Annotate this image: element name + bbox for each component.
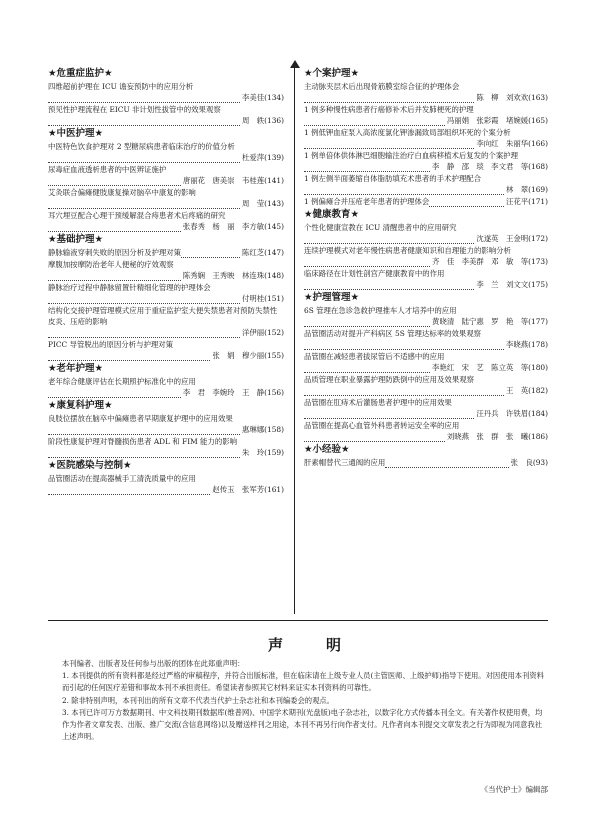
toc-entry[interactable]: [304, 305, 548, 327]
article-title: 品管圈活动在提高器械手工清洗质量中的应用: [48, 474, 196, 483]
section-heading: ★老年护理★: [48, 363, 104, 374]
article-title: 品管圈在减轻患者拔尿管后不适感中的应用: [304, 352, 445, 361]
toc-entry[interactable]: [48, 187, 284, 209]
toc-entry[interactable]: [48, 141, 284, 163]
article-title: 1 例低钾血症泵入高浓度氯化钾渗漏致局部组织坏死的个案分析: [304, 128, 511, 137]
toc-entry[interactable]: [304, 328, 548, 350]
article-byline: 李 兰 刘文文(175): [476, 280, 548, 289]
leader-dots: [304, 282, 474, 290]
article-title: 6S 管理在急诊急救护理推车人才培养中的应用: [304, 306, 457, 315]
toc-entry[interactable]: [48, 282, 284, 304]
article-title: 静脉治疗过程中静脉留置针精细化管理的护理体会: [48, 283, 211, 292]
toc-entry[interactable]: [48, 413, 284, 435]
leader-dots: [48, 224, 181, 232]
section-heading: ★危重症监护★: [48, 68, 113, 79]
section-heading: ★基础护理★: [48, 234, 104, 245]
leader-dots: [48, 95, 240, 103]
leader-dots: [304, 187, 504, 195]
toc-entry[interactable]: [48, 210, 284, 232]
leader-dots: [304, 365, 430, 373]
article-title: 临床路径在计划性剖宫产健康教育中的作用: [304, 269, 445, 278]
leader-dots: [304, 434, 445, 442]
toc-entry[interactable]: [304, 397, 548, 419]
article-byline: 陈红芝(147): [241, 248, 284, 257]
article-byline: 黄晓清 陆宁惠 罗 艳 等(177): [432, 317, 548, 326]
declaration-heading: 声 明: [268, 636, 356, 654]
toc-entry[interactable]: [48, 104, 284, 126]
section-heading: ★小经验★: [304, 444, 350, 455]
leader-dots: [304, 342, 504, 350]
toc-entry[interactable]: [304, 104, 548, 126]
leader-dots: [429, 199, 504, 207]
article-byline: 林 翠(169): [505, 185, 548, 194]
leader-dots: [48, 353, 210, 361]
article-title: 老年综合健康评估在长期照护标准化中的应用: [48, 377, 196, 386]
article-title: 品管圈在提高心血管外科患者转运安全率的应用: [304, 421, 460, 430]
leader-dots: [48, 273, 181, 281]
article-title: 肝素帽替代三通阀的应用: [304, 458, 386, 467]
article-byline: 李 君 李婉玲 王 静(156): [182, 388, 284, 397]
toc-entry[interactable]: [304, 196, 548, 207]
article-byline: 朱 玲(159): [241, 448, 284, 457]
article-byline: 汪丹兵 许铁眉(184): [476, 409, 548, 418]
leader-dots: [304, 118, 445, 126]
toc-entry[interactable]: [48, 376, 284, 398]
toc-entry[interactable]: [48, 259, 284, 281]
article-byline: 李 静 邵 琰 李文君 等(168): [432, 162, 548, 171]
declaration-paragraph: 3. 本刊已许可万方数据期刊、中文科技期刊数据库(维普网)、中国学术期刊(光盘版)电子杂志社，以数字化方式传播本刊全文。有关著作权使用费，均作为作者文章发表、出版、推广交流(含信息网络)以及赠送样刊之用途，本刊不再另行向作者支付。凡作者向本刊提交文章发表之行为即视为同意我社上述声明。: [62, 707, 543, 742]
article-byline: 刘晓燕 张 群 张 曦(186): [446, 432, 548, 441]
column-divider: [294, 66, 295, 614]
toc-entry[interactable]: [304, 173, 548, 195]
article-byline: 唐丽花 唐美崇 韦桂莲(141): [182, 176, 284, 185]
article-title: 结构化交接护理管理模式应用于重症监护室大便失禁患者对预防失禁性皮炎、压疮的影响: [48, 306, 278, 326]
article-title: 1 例偏瘫合并压疮老年患者的护理体会: [304, 197, 430, 206]
section-heading: ★护理管理★: [304, 292, 360, 303]
leader-dots: [48, 118, 240, 126]
article-title: 连续护理模式对老年慢性病患者健康知识和自理能力的影响分析: [304, 246, 511, 255]
toc-entry[interactable]: [48, 436, 284, 458]
article-byline: 冯丽娟 张彩霞 堵婉媛(165): [446, 116, 548, 125]
article-byline: 陈秀娴 王秀映 林连珠(148): [182, 271, 284, 280]
declaration-body: [62, 658, 546, 743]
article-title: 阶段性康复护理对脊髓损伤患者 ADL 和 FIM 能力的影响: [48, 437, 237, 446]
article-byline: 李晓燕(178): [505, 340, 548, 349]
article-byline: 周 轶(136): [241, 116, 284, 125]
article-title: 耳穴埋豆配合心理干预缓解混合痔患者术后疼痛的研究: [48, 211, 226, 220]
toc-left-column: [48, 66, 284, 496]
article-title: 预见性护理流程在 EICU 非计划性拔管中的效果观察: [48, 105, 221, 114]
toc-entry[interactable]: [304, 420, 548, 442]
leader-dots: [304, 388, 504, 396]
article-byline: 沈遂英 王金明(172): [476, 234, 548, 243]
article-title: 1 例多种慢性病患者行癌修补术后并发肺梗死的护理: [304, 105, 474, 114]
article-title: 四维超前护理在 ICU 谵妄预防中的应用分析: [48, 82, 194, 91]
section-heading: ★医院感染与控制★: [48, 460, 132, 471]
section-heading: ★康复科护理★: [48, 400, 113, 411]
article-byline: 齐 佳 李美群 邓 敏 等(173): [432, 257, 548, 266]
article-byline: 周 莹(143): [241, 199, 284, 208]
article-byline: 李美佳(134): [241, 93, 284, 102]
article-byline: 张春秀 杨 丽 李方敏(145): [182, 222, 284, 231]
leader-dots: [304, 95, 474, 103]
toc-entry[interactable]: [48, 305, 284, 338]
leader-dots: [48, 330, 240, 338]
article-byline: 杜爱萍(139): [241, 153, 284, 162]
toc-entry[interactable]: [304, 222, 548, 244]
article-title: 艾灸联合偏瘫健肢康复操对脑卒中康复的影响: [48, 188, 196, 197]
toc-entry[interactable]: [48, 247, 284, 258]
leader-dots: [48, 427, 240, 435]
declaration-paragraph: 1. 本刊提供的所有资料都是经过严格的审稿程序，并符合出版标准，但在临床请在上级专业人员(主管医师、上级护师)指导下使用。对因使用本刊资料而引起的任何医疗差错和事故本刊不承担责任。希望读者参照其它材料来证实本刊资料的可靠性。: [62, 671, 544, 693]
article-title: 尿毒症血液透析患者的中医辨证施护: [48, 165, 167, 174]
section-heading: ★个案护理★: [304, 68, 360, 79]
section-heading: ★中医护理★: [48, 128, 104, 139]
toc-entry[interactable]: [48, 473, 284, 495]
article-byline: 汪花平(171): [505, 197, 548, 206]
arrow-up-icon: [290, 60, 300, 68]
section-heading: ★健康教育★: [304, 209, 360, 220]
divider-rule: [48, 620, 548, 621]
article-title: 中医特色饮食护理对 2 型糖尿病患者临床治疗的价值分析: [48, 142, 235, 151]
article-byline: 李艳红 宋 艺 陈立英 等(180): [432, 363, 548, 372]
article-title: 品管圈活动对提升产科病区 5S 管理达标率的效果观察: [304, 329, 482, 338]
leader-dots: [48, 450, 240, 458]
toc-entry[interactable]: [304, 127, 548, 149]
declaration-paragraph: 本刊编者、出版者及任何参与出版的团体在此郑重声明：: [62, 659, 245, 668]
toc-entry[interactable]: [304, 351, 548, 373]
leader-dots: [181, 250, 240, 258]
leader-dots: [304, 319, 430, 327]
article-title: 1 例左侧半面萎缩自体脂肪填充术患者的手术护理配合: [304, 174, 482, 183]
article-byline: 惠琳娜(158): [241, 425, 284, 434]
article-byline: 付明桂(151): [241, 294, 284, 303]
article-title: 1 例单倍体供体淋巴细胞输注治疗白血病移植术后复发的个案护理: [304, 151, 518, 160]
toc-entry[interactable]: [304, 268, 548, 290]
article-title: 主动脉夹层术后出现骨筋膜室综合征的护理体会: [304, 82, 460, 91]
toc-entry[interactable]: [304, 374, 548, 396]
article-byline: 陈 柳 刘欢欢(163): [476, 93, 548, 102]
toc-entry[interactable]: [48, 81, 284, 103]
article-title: 品管圈在肛痔术后灌肠患者护理中的应用效果: [304, 398, 452, 407]
toc-entry[interactable]: [304, 457, 548, 468]
article-byline: 赵传玉 张军芳(161): [212, 485, 284, 494]
article-byline: 王 英(182): [505, 386, 548, 395]
article-byline: 张 娟 穆少丽(155): [212, 351, 284, 360]
declaration-signature: 《当代护士》编辑部: [480, 785, 548, 794]
leader-dots: [48, 487, 210, 495]
leader-dots: [48, 201, 240, 209]
leader-dots: [304, 411, 474, 419]
article-title: 个性化健康宣教在 ICU 清醒患者中的应用研究: [304, 223, 457, 232]
toc-entry[interactable]: [48, 164, 284, 186]
article-byline: 李向红 朱丽华(166): [476, 139, 548, 148]
leader-dots: [304, 141, 474, 149]
declaration-paragraph: 2. 除非特别声明，本刊刊出的所有文章不代表当代护士杂志社和本刊编委会的观点。: [62, 695, 334, 705]
leader-dots: [304, 236, 474, 244]
article-title: 摩腹加按摩防治老年人便秘的疗效观察: [48, 260, 174, 269]
leader-dots: [48, 390, 181, 398]
article-title: PICC 导管脱出的原因分析与护理对策: [48, 340, 174, 349]
toc-entry[interactable]: [304, 245, 548, 267]
toc-entry[interactable]: [48, 339, 284, 361]
leader-dots: [48, 178, 181, 186]
article-title: 静脉输液穿刺失败的原因分析及护理对策: [48, 248, 182, 257]
article-byline: 洋伊丽(152): [241, 328, 284, 337]
leader-dots: [304, 259, 430, 267]
article-title: 良肢位摆放在脑卒中偏瘫患者早期康复护理中的应用效果: [48, 414, 233, 423]
leader-dots: [48, 155, 240, 163]
toc-entry[interactable]: [304, 150, 548, 172]
toc-entry[interactable]: [304, 81, 548, 103]
article-byline: 张 良(93): [510, 458, 548, 467]
toc-right-column: [304, 66, 548, 469]
article-title: 品质管理在职业暴露护理防跌倒中的应用及效果观察: [304, 375, 474, 384]
leader-dots: [304, 164, 430, 172]
leader-dots: [385, 460, 508, 468]
leader-dots: [48, 296, 240, 304]
